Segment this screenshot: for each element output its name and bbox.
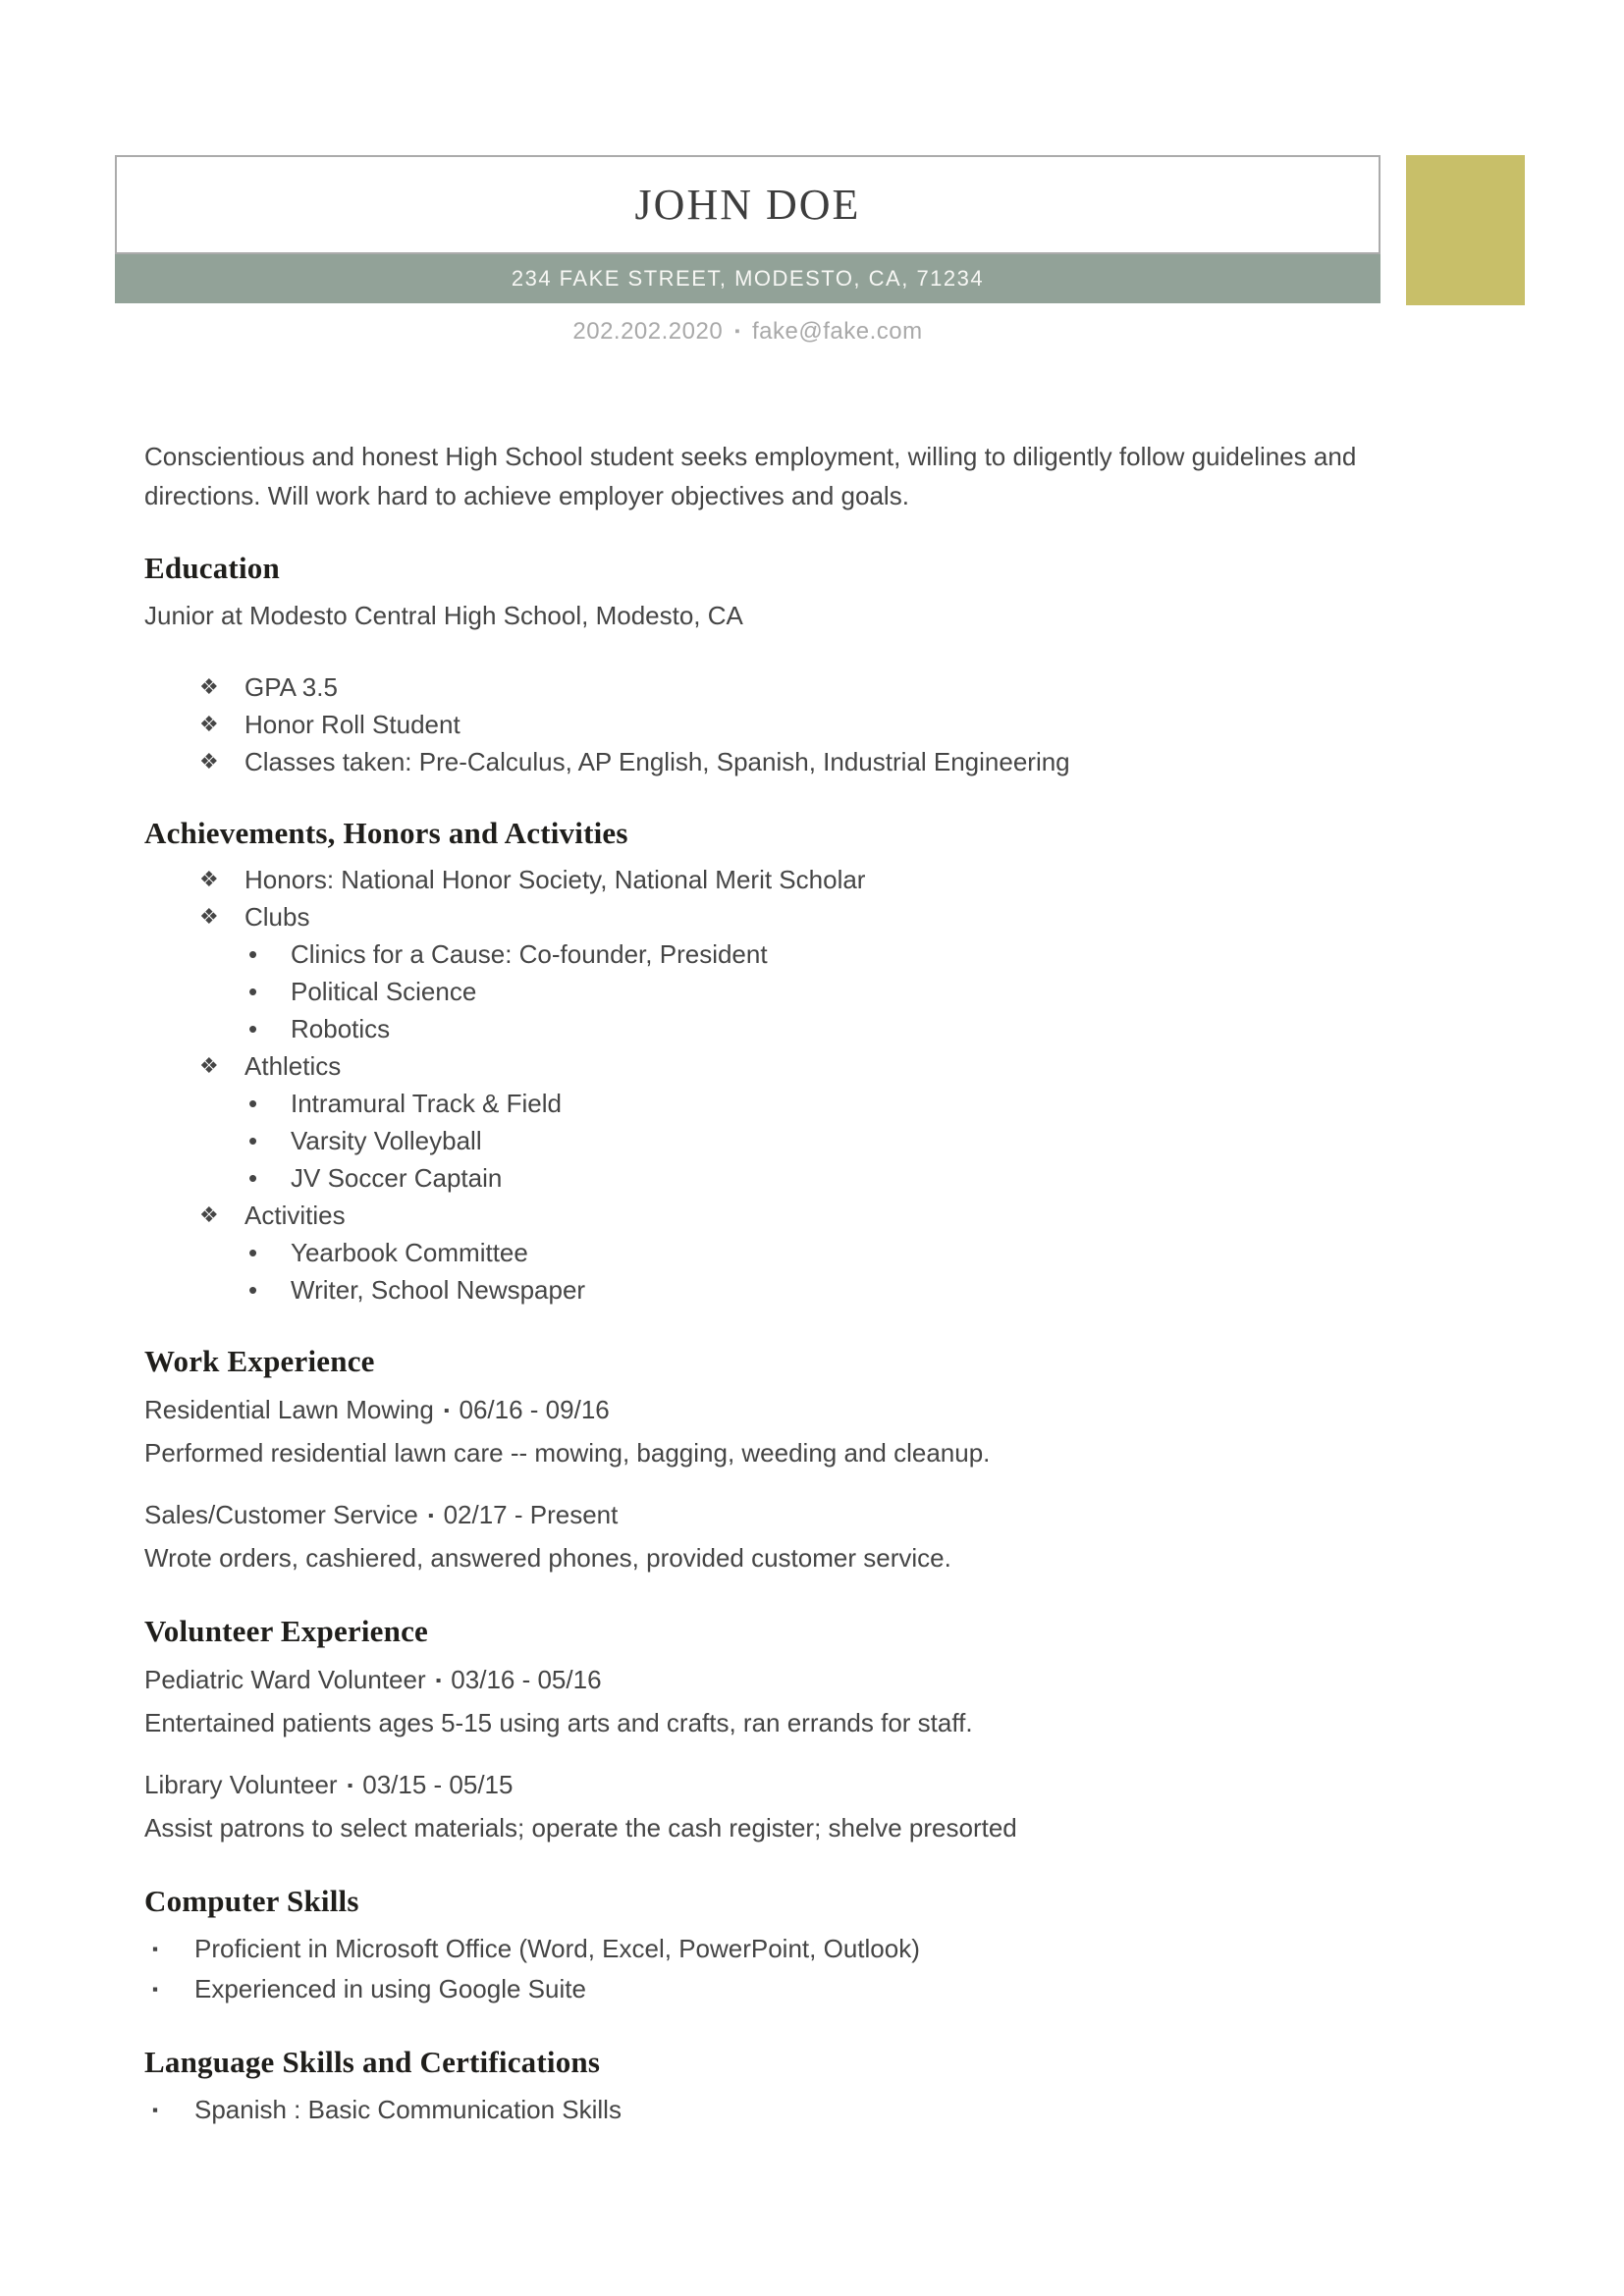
list-item xyxy=(144,935,1391,973)
name: JOHN DOE xyxy=(634,181,861,229)
dot-bullet-icon: • xyxy=(248,1238,258,1267)
diamond-bullet-icon: ❖ xyxy=(199,904,219,929)
job-dates: 02/17 - Present xyxy=(443,1500,619,1529)
list-item-text: Athletics xyxy=(244,1051,342,1081)
list-item xyxy=(144,1234,1391,1271)
list-item-text: Robotics xyxy=(291,1014,391,1043)
contact-line xyxy=(115,318,1380,346)
date-separator-icon: ▪ xyxy=(435,1673,442,1689)
address: 234 FAKE STREET, MODESTO, CA, 71234 xyxy=(511,266,985,291)
square-bullet-icon: ▪ xyxy=(152,1940,159,1958)
date-separator-icon: ▪ xyxy=(443,1403,450,1419)
dot-bullet-icon: • xyxy=(248,939,258,969)
resume-header xyxy=(115,155,1380,346)
list-item xyxy=(144,898,1391,935)
job-title-line xyxy=(144,1764,1391,1807)
accent-square xyxy=(1406,155,1525,305)
list-item xyxy=(144,2090,1391,2130)
list-item-text: Clubs xyxy=(244,902,310,932)
dot-bullet-icon: • xyxy=(248,1163,258,1193)
job-dates: 03/16 - 05/16 xyxy=(451,1665,602,1694)
list-item xyxy=(144,1197,1391,1234)
job-description: Wrote orders, cashiered, answered phones, provided customer service. xyxy=(144,1543,951,1573)
section-heading-education: Education xyxy=(144,551,280,585)
list-item xyxy=(144,668,1391,706)
list-item-text: Intramural Track & Field xyxy=(291,1089,562,1118)
resume-body xyxy=(144,437,1391,2130)
list-item xyxy=(144,706,1391,743)
list-item-text: Clinics for a Cause: Co-founder, President xyxy=(291,939,768,969)
section-heading-language-skills: Language Skills and Certifications xyxy=(144,2045,601,2079)
dot-bullet-icon: • xyxy=(248,1275,258,1305)
computer-skills-list xyxy=(144,1929,1391,2009)
dot-bullet-icon: • xyxy=(248,1089,258,1118)
diamond-bullet-icon: ❖ xyxy=(199,749,219,774)
work-entry xyxy=(144,1494,1391,1578)
job-title-line xyxy=(144,1494,1391,1537)
list-item xyxy=(144,1969,1391,2009)
list-item-text: Political Science xyxy=(291,977,477,1006)
square-bullet-icon: ▪ xyxy=(152,1980,159,1999)
list-item-text: JV Soccer Captain xyxy=(291,1163,503,1193)
date-separator-icon: ▪ xyxy=(347,1778,353,1794)
list-item xyxy=(144,1047,1391,1085)
dot-bullet-icon: • xyxy=(248,1014,258,1043)
contact-separator-icon: ▪ xyxy=(734,323,741,340)
job-dates: 03/15 - 05/15 xyxy=(362,1770,514,1799)
date-separator-icon: ▪ xyxy=(427,1508,434,1524)
list-item xyxy=(144,1085,1391,1122)
work-entry xyxy=(144,1389,1391,1473)
phone: 202.202.2020 xyxy=(572,318,724,345)
dot-bullet-icon: • xyxy=(248,977,258,1006)
list-item-text: Classes taken: Pre-Calculus, AP English, Spanish, Industrial Engineering xyxy=(244,747,1070,776)
diamond-bullet-icon: ❖ xyxy=(199,712,219,736)
name-box xyxy=(115,155,1380,254)
volunteer-entry xyxy=(144,1764,1391,1848)
section-heading-computer-skills: Computer Skills xyxy=(144,1884,359,1918)
job-description: Performed residential lawn care -- mowing, bagging, weeding and cleanup. xyxy=(144,1438,991,1468)
job-title: Library Volunteer xyxy=(144,1770,338,1799)
diamond-bullet-icon: ❖ xyxy=(199,1053,219,1078)
list-item xyxy=(144,973,1391,1010)
list-item-text: Honor Roll Student xyxy=(244,710,460,739)
diamond-bullet-icon: ❖ xyxy=(199,867,219,891)
job-title-line xyxy=(144,1389,1391,1432)
diamond-bullet-icon: ❖ xyxy=(199,1202,219,1227)
section-heading-achievements: Achievements, Honors and Activities xyxy=(144,816,628,850)
list-item xyxy=(144,1159,1391,1197)
address-band xyxy=(115,254,1380,303)
list-item-text: Honors: National Honor Society, National Merit Scholar xyxy=(244,865,866,894)
list-item-text: Proficient in Microsoft Office (Word, Excel, PowerPoint, Outlook) xyxy=(194,1934,920,1963)
list-item-text: Yearbook Committee xyxy=(291,1238,528,1267)
language-skills-list xyxy=(144,2090,1391,2130)
section-heading-volunteer: Volunteer Experience xyxy=(144,1614,428,1648)
square-bullet-icon: ▪ xyxy=(152,2101,159,2119)
list-item xyxy=(144,743,1391,780)
email: fake@fake.com xyxy=(752,318,923,345)
job-description: Assist patrons to select materials; operate the cash register; shelve presorted xyxy=(144,1813,1017,1842)
list-item xyxy=(144,861,1391,898)
job-title: Residential Lawn Mowing xyxy=(144,1395,434,1424)
job-title: Pediatric Ward Volunteer xyxy=(144,1665,426,1694)
achievements-list xyxy=(144,861,1391,1308)
job-title-line xyxy=(144,1659,1391,1702)
job-title: Sales/Customer Service xyxy=(144,1500,418,1529)
education-subtitle: Junior at Modesto Central High School, Modesto, CA xyxy=(144,601,743,630)
list-item-text: Writer, School Newspaper xyxy=(291,1275,586,1305)
job-dates: 06/16 - 09/16 xyxy=(459,1395,610,1424)
list-item xyxy=(144,1010,1391,1047)
list-item xyxy=(144,1929,1391,1969)
section-heading-work: Work Experience xyxy=(144,1344,375,1378)
list-item-text: Varsity Volleyball xyxy=(291,1126,482,1155)
list-item-text: GPA 3.5 xyxy=(244,672,338,702)
diamond-bullet-icon: ❖ xyxy=(199,674,219,699)
job-description: Entertained patients ages 5-15 using arts and crafts, ran errands for staff. xyxy=(144,1708,973,1737)
list-item-text: Spanish : Basic Communication Skills xyxy=(194,2095,622,2124)
education-list xyxy=(144,668,1391,780)
volunteer-entry xyxy=(144,1659,1391,1743)
list-item-text: Activities xyxy=(244,1201,346,1230)
list-item-text: Experienced in using Google Suite xyxy=(194,1974,586,2003)
list-item xyxy=(144,1122,1391,1159)
summary-text: Conscientious and honest High School student seeks employment, willing to diligently follow guidelines and directions. Will work hard to achieve employer objectives and goals. xyxy=(144,442,1357,510)
list-item xyxy=(144,1271,1391,1308)
dot-bullet-icon: • xyxy=(248,1126,258,1155)
